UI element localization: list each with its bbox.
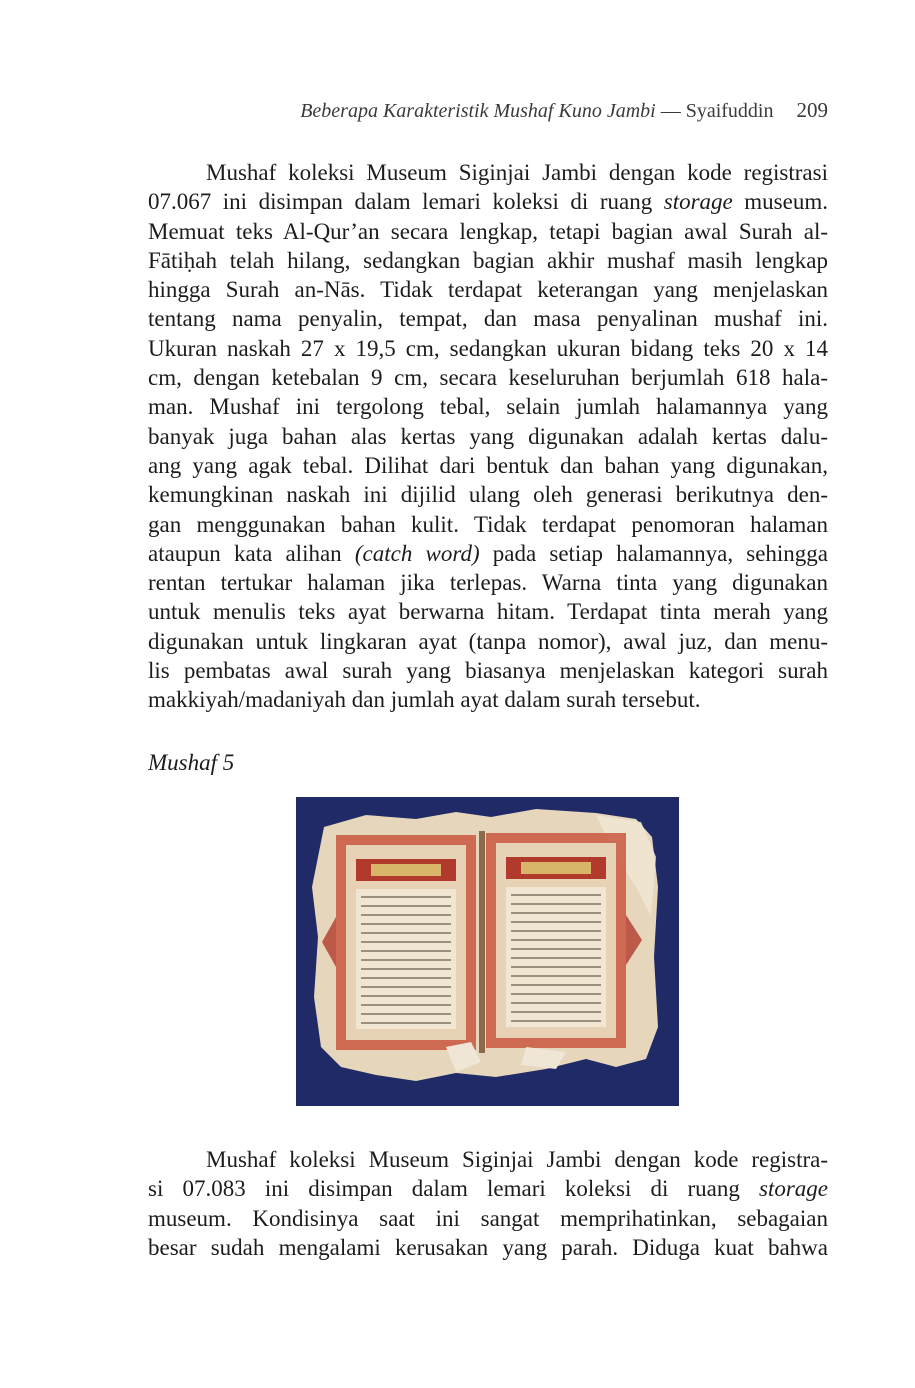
text-segment: tentang nama penyalin, tempat, dan masa penyalinan mushaf ini. — [148, 306, 828, 332]
running-head-separator: — — [660, 100, 681, 122]
text-line — [148, 275, 828, 304]
text-segment: makkiyah/madaniyah dan jumlah ayat dalam surah tersebut. — [148, 687, 701, 713]
text-line — [148, 158, 828, 187]
text-line — [148, 1174, 828, 1203]
text-segment: hingga Surah an-Nās. Tidak terdapat keterangan yang menjelaskan — [148, 277, 828, 303]
text-segment: digunakan untuk lingkaran ayat (tanpa nomor), awal juz, dan menu- — [148, 628, 828, 654]
text-segment: Mushaf koleksi Museum Siginjai Jambi dengan kode registra- — [206, 1147, 828, 1172]
text-segment: Ukuran naskah 27 x 19,5 cm, sedangkan ukuran bidang teks 20 x 14 — [148, 335, 828, 361]
manuscript-photo — [296, 797, 679, 1106]
text-segment: Memuat teks Al-Qur’an secara lengkap, tetapi bagian awal Surah al- — [148, 218, 828, 244]
text-segment: besar sudah mengalami kerusakan yang parah. Diduga kuat bahwa — [148, 1234, 828, 1260]
text-segment: rentan tertukar halaman jika terlepas. Warna tinta yang digunakan — [148, 570, 828, 596]
italic-term: storage — [759, 1176, 828, 1202]
text-line — [148, 539, 828, 568]
italic-term: (catch word) — [354, 540, 480, 566]
text-segment: 07.067 ini disimpan dalam lemari koleksi di ruang — [148, 189, 664, 215]
text-line — [148, 685, 828, 714]
text-segment: gan menggunakan bahan kulit. Tidak terdapat penomoran halaman — [148, 511, 828, 537]
text-line — [148, 1145, 828, 1174]
text-line — [148, 217, 828, 246]
text-segment: Mushaf koleksi Museum Siginjai Jambi dengan kode registrasi — [206, 160, 828, 185]
text-segment: pada setiap halamannya, sehingga — [479, 540, 829, 566]
section-heading-mushaf-5: Mushaf 5 — [148, 750, 235, 775]
text-segment: banyak juga bahan alas kertas yang digunakan adalah kertas dalu- — [148, 423, 828, 449]
text-line — [148, 627, 828, 656]
text-segment: museum. Kondisinya saat ini sangat memprihatinkan, sebagaian — [148, 1205, 828, 1231]
running-head-title: Beberapa Karakteristik Mushaf Kuno Jambi — [300, 100, 656, 122]
running-head-author: Syaifuddin — [685, 100, 774, 122]
text-segment: ang yang agak tebal. Dilihat dari bentuk dan bahan yang digunakan, — [148, 452, 828, 478]
text-line — [148, 392, 828, 421]
page-number: 209 — [796, 98, 828, 122]
text-segment: museum. — [732, 189, 828, 215]
text-line — [148, 304, 828, 333]
text-line — [148, 656, 828, 685]
text-segment: lis pembatas awal surah yang biasanya menjelaskan kategori surah — [148, 658, 828, 684]
text-line — [148, 510, 828, 539]
italic-term: storage — [663, 189, 733, 215]
text-line — [148, 597, 828, 626]
body-paragraph-1 — [148, 158, 828, 715]
text-line — [148, 1204, 828, 1233]
text-line — [148, 334, 828, 363]
text-line — [148, 1233, 828, 1262]
text-line — [148, 568, 828, 597]
body-paragraph-2 — [148, 1145, 828, 1262]
text-line — [148, 246, 828, 275]
text-line — [148, 451, 828, 480]
text-segment: man. Mushaf ini tergolong tebal, selain jumlah halamannya yang — [148, 394, 828, 420]
text-segment: untuk menulis teks ayat berwarna hitam. Terdapat tinta merah yang — [148, 599, 828, 625]
manuscript-illustration — [296, 797, 679, 1106]
running-head — [148, 98, 828, 123]
text-line — [148, 480, 828, 509]
text-segment: cm, dengan ketebalan 9 cm, secara keseluruhan berjumlah 618 hala- — [148, 365, 828, 391]
text-line — [148, 363, 828, 392]
text-segment: si 07.083 ini disimpan dalam lemari koleksi di ruang — [148, 1176, 759, 1202]
text-segment: Fātiḥah telah hilang, sedangkan bagian akhir mushaf masih lengkap — [148, 247, 828, 273]
text-line — [148, 187, 828, 216]
text-segment: ataupun kata alihan — [148, 540, 355, 566]
text-segment: kemungkinan naskah ini dijilid ulang oleh generasi berikutnya den- — [148, 482, 828, 508]
text-line — [148, 422, 828, 451]
